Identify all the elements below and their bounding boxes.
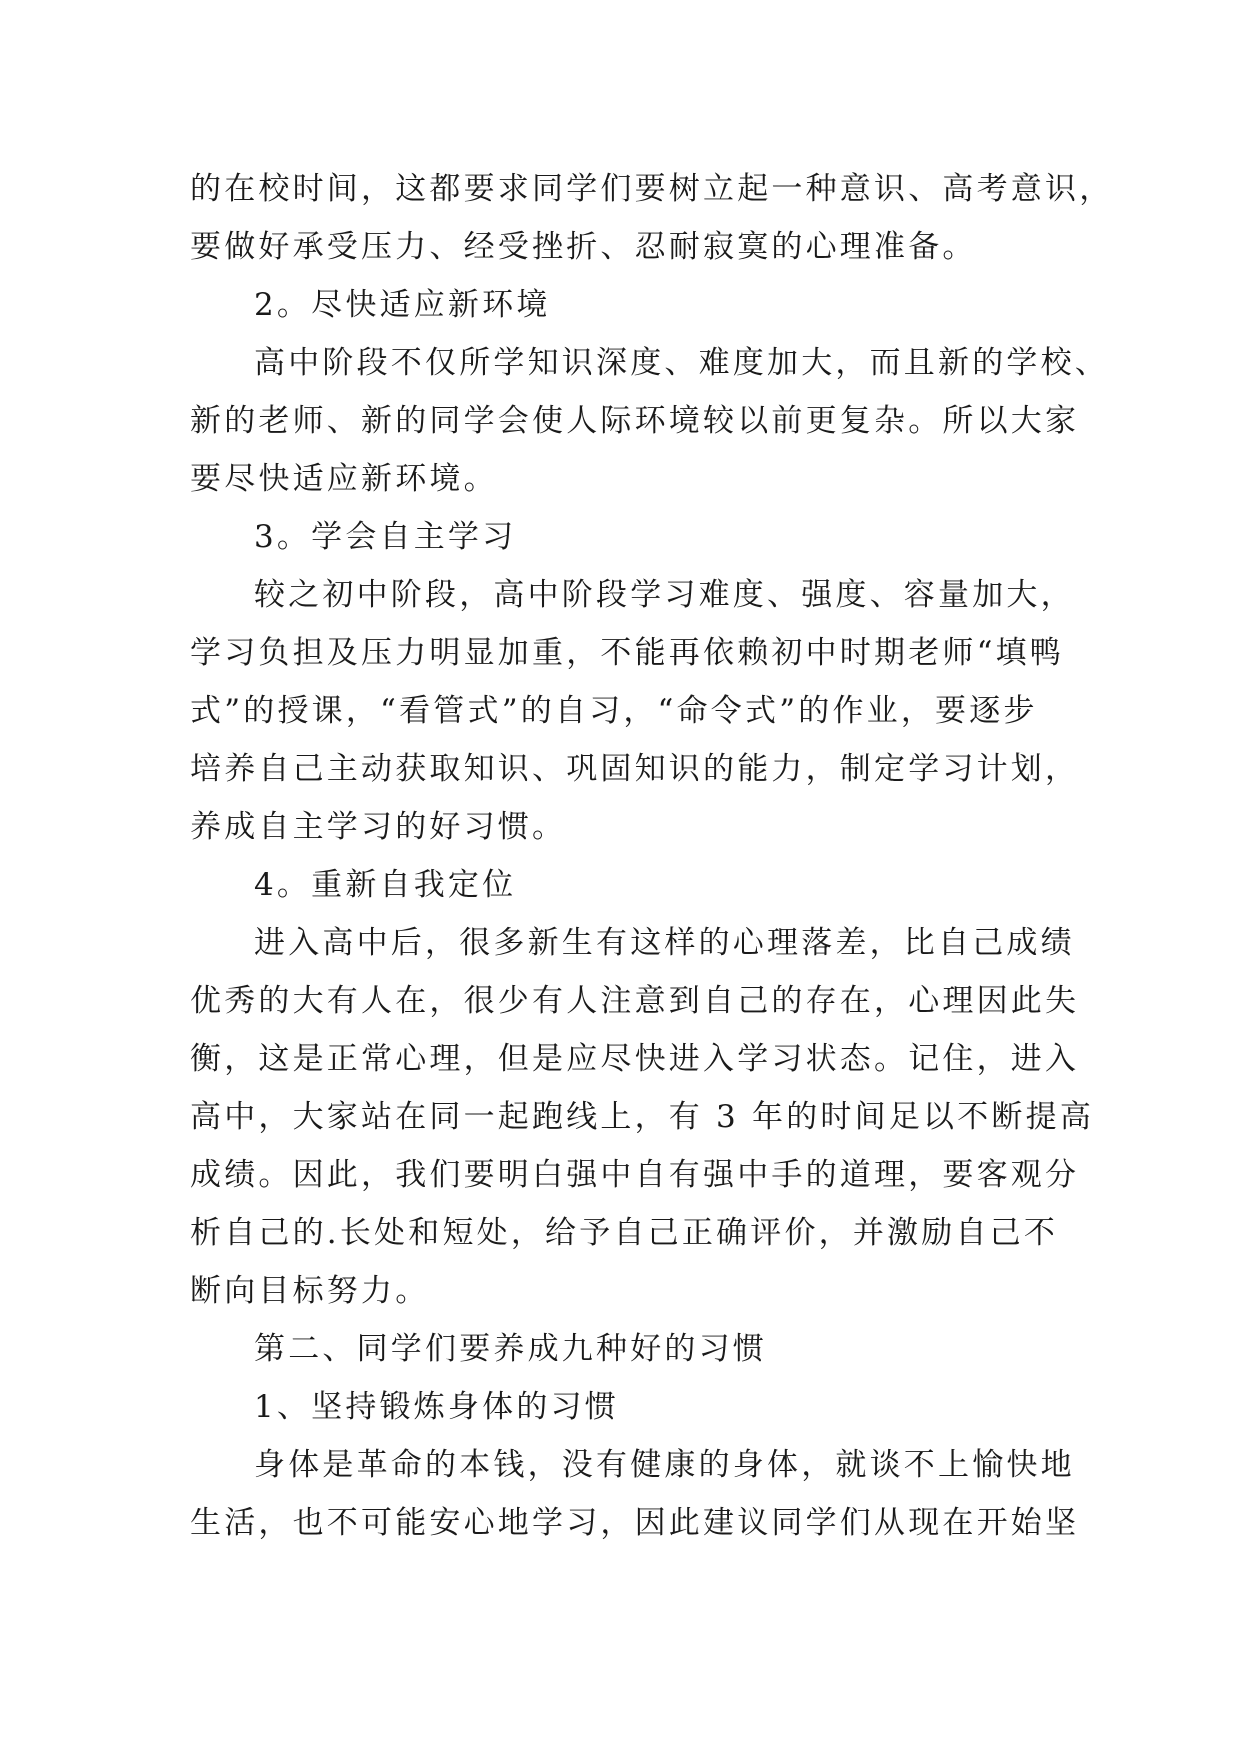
text-line: 新的老师、新的同学会使人际环境较以前更复杂。所以大家 (190, 403, 1080, 439)
text-line: 较之初中阶段，高中阶段学习难度、强度、容量加大， (254, 577, 1075, 613)
text-line: 优秀的大有人在，很少有人注意到自己的存在，心理因此失 (190, 983, 1080, 1019)
section-heading: 3。学会自主学习 (254, 519, 517, 555)
text-line: 成绩。因此，我们要明白强中自有强中手的道理，要客观分 (190, 1157, 1080, 1193)
text-line: 身体是革命的本钱，没有健康的身体，就谈不上愉快地 (254, 1447, 1075, 1483)
section-heading: 4。重新自我定位 (254, 867, 517, 903)
text-line: 培养自己主动获取知识、巩固知识的能力，制定学习计划， (190, 751, 1080, 787)
text-line: 要做好承受压力、经受挫折、忍耐寂寞的心理准备。 (190, 229, 977, 265)
text-line: 养成自主学习的好习惯。 (190, 809, 567, 845)
text-line: 析自己的.长处和短处，给予自己正确评价，并激励自己不 (190, 1215, 1059, 1251)
text-line: 式”的授课，“看管式”的自习，“命令式”的作业，要逐步 (190, 693, 1038, 729)
text-line: 高中阶段不仅所学知识深度、难度加大，而且新的学校、 (254, 345, 1109, 381)
section-heading: 2。尽快适应新环境 (254, 287, 551, 323)
section-heading: 1、坚持锻炼身体的习惯 (254, 1389, 619, 1425)
text-line: 衡，这是正常心理，但是应尽快进入学习状态。记住，进入 (190, 1041, 1080, 1077)
text-line: 高中，大家站在同一起跑线上，有 3 年的时间足以不断提高 (190, 1099, 1095, 1135)
text-line: 生活，也不可能安心地学习，因此建议同学们从现在开始坚 (190, 1505, 1080, 1541)
section-heading: 第二、同学们要养成九种好的习惯 (254, 1331, 767, 1367)
text-line: 学习负担及压力明显加重，不能再依赖初中时期老师“填鸭 (190, 635, 1065, 671)
text-line: 断向目标努力。 (190, 1273, 430, 1309)
text-line: 进入高中后，很多新生有这样的心理落差，比自己成绩 (254, 925, 1075, 961)
text-line: 要尽快适应新环境。 (190, 461, 498, 497)
document-body (190, 160, 1114, 1552)
text-line: 的在校时间，这都要求同学们要树立起一种意识、高考意识， (190, 171, 1114, 207)
